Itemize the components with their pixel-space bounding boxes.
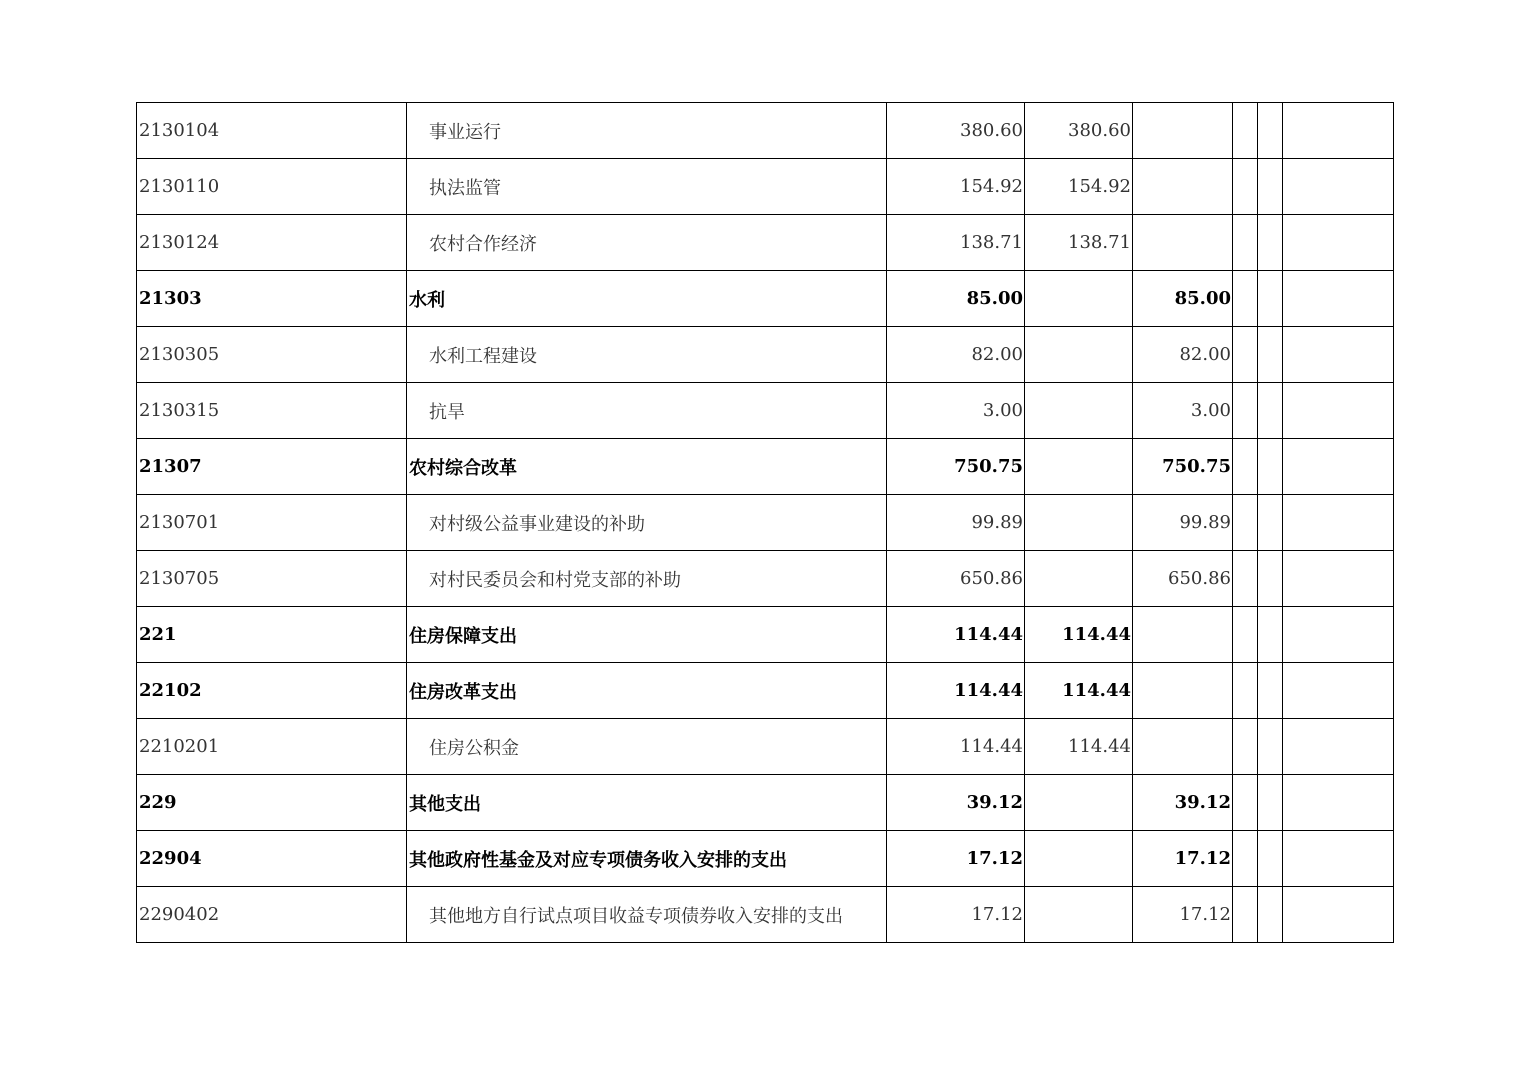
blank-cell	[1283, 831, 1394, 887]
blank-cell	[1283, 327, 1394, 383]
total-cell: 380.60	[887, 103, 1025, 159]
blank-cell	[1283, 159, 1394, 215]
subject-name-text: 其他支出	[409, 793, 481, 815]
blank-cell	[1258, 383, 1283, 439]
subject-name-text: 对村民委员会和村党支部的补助	[429, 569, 681, 591]
blank-cell	[1258, 271, 1283, 327]
blank-cell	[1233, 607, 1258, 663]
subject-name-text: 水利工程建设	[429, 345, 537, 367]
total-cell: 99.89	[887, 495, 1025, 551]
subject-name-text: 事业运行	[429, 121, 501, 143]
blank-cell	[1258, 103, 1283, 159]
subject-name-text: 水利	[409, 289, 445, 311]
basic-expenditure-cell	[1025, 887, 1133, 943]
blank-cell	[1233, 887, 1258, 943]
subject-name-cell	[407, 607, 887, 663]
project-expenditure-cell: 17.12	[1133, 831, 1233, 887]
subject-code-cell: 22102	[137, 663, 407, 719]
project-expenditure-cell: 17.12	[1133, 887, 1233, 943]
blank-cell	[1258, 159, 1283, 215]
basic-expenditure-cell	[1025, 775, 1133, 831]
table-row	[137, 775, 1394, 831]
table-row	[137, 719, 1394, 775]
blank-cell	[1258, 887, 1283, 943]
basic-expenditure-cell	[1025, 831, 1133, 887]
subject-name-cell	[407, 719, 887, 775]
subject-code-cell: 2130110	[137, 159, 407, 215]
subject-name-cell	[407, 551, 887, 607]
basic-expenditure-cell	[1025, 439, 1133, 495]
subject-name-cell	[407, 663, 887, 719]
subject-name-cell	[407, 887, 887, 943]
table-row	[137, 663, 1394, 719]
project-expenditure-cell: 39.12	[1133, 775, 1233, 831]
basic-expenditure-cell: 154.92	[1025, 159, 1133, 215]
total-cell: 154.92	[887, 159, 1025, 215]
basic-expenditure-cell: 114.44	[1025, 607, 1133, 663]
table-row	[137, 383, 1394, 439]
table-row	[137, 215, 1394, 271]
subject-code-cell: 21303	[137, 271, 407, 327]
project-expenditure-cell: 82.00	[1133, 327, 1233, 383]
table-body	[137, 103, 1394, 943]
subject-code-cell: 2130305	[137, 327, 407, 383]
table-row	[137, 831, 1394, 887]
subject-code-cell: 2130315	[137, 383, 407, 439]
subject-code-cell: 22904	[137, 831, 407, 887]
blank-cell	[1283, 271, 1394, 327]
blank-cell	[1283, 775, 1394, 831]
subject-name-cell	[407, 215, 887, 271]
blank-cell	[1233, 775, 1258, 831]
subject-name-text: 农村合作经济	[429, 233, 537, 255]
subject-name-text: 农村综合改革	[409, 457, 517, 479]
blank-cell	[1233, 327, 1258, 383]
blank-cell	[1233, 439, 1258, 495]
subject-name-text: 住房改革支出	[409, 681, 517, 703]
subject-name-cell	[407, 775, 887, 831]
subject-name-cell	[407, 271, 887, 327]
table-row	[137, 159, 1394, 215]
basic-expenditure-cell: 138.71	[1025, 215, 1133, 271]
subject-name-text: 对村级公益事业建设的补助	[429, 513, 645, 535]
subject-code-cell: 2290402	[137, 887, 407, 943]
table-row	[137, 439, 1394, 495]
project-expenditure-cell	[1133, 103, 1233, 159]
blank-cell	[1283, 215, 1394, 271]
blank-cell	[1258, 439, 1283, 495]
blank-cell	[1233, 719, 1258, 775]
subject-name-text: 执法监管	[429, 177, 501, 199]
subject-name-cell	[407, 159, 887, 215]
project-expenditure-cell: 99.89	[1133, 495, 1233, 551]
table-row	[137, 495, 1394, 551]
subject-code-cell: 2210201	[137, 719, 407, 775]
project-expenditure-cell	[1133, 215, 1233, 271]
basic-expenditure-cell	[1025, 271, 1133, 327]
table-row	[137, 607, 1394, 663]
blank-cell	[1283, 103, 1394, 159]
subject-name-cell	[407, 831, 887, 887]
blank-cell	[1233, 663, 1258, 719]
blank-cell	[1258, 663, 1283, 719]
blank-cell	[1283, 551, 1394, 607]
blank-cell	[1233, 831, 1258, 887]
blank-cell	[1283, 495, 1394, 551]
blank-cell	[1258, 495, 1283, 551]
basic-expenditure-cell: 380.60	[1025, 103, 1133, 159]
project-expenditure-cell: 750.75	[1133, 439, 1233, 495]
subject-code-cell: 229	[137, 775, 407, 831]
subject-name-cell	[407, 103, 887, 159]
basic-expenditure-cell	[1025, 327, 1133, 383]
subject-name-text: 抗旱	[429, 401, 465, 423]
subject-name-text: 住房保障支出	[409, 625, 517, 647]
table-row	[137, 271, 1394, 327]
subject-code-cell: 2130701	[137, 495, 407, 551]
subject-code-cell: 2130104	[137, 103, 407, 159]
subject-code-cell: 2130705	[137, 551, 407, 607]
blank-cell	[1233, 215, 1258, 271]
total-cell: 114.44	[887, 663, 1025, 719]
total-cell: 82.00	[887, 327, 1025, 383]
project-expenditure-cell	[1133, 607, 1233, 663]
subject-name-cell	[407, 439, 887, 495]
total-cell: 17.12	[887, 887, 1025, 943]
blank-cell	[1283, 719, 1394, 775]
total-cell: 114.44	[887, 607, 1025, 663]
budget-table	[136, 102, 1394, 943]
basic-expenditure-cell: 114.44	[1025, 719, 1133, 775]
subject-name-text: 其他政府性基金及对应专项债务收入安排的支出	[409, 849, 787, 871]
total-cell: 650.86	[887, 551, 1025, 607]
total-cell: 85.00	[887, 271, 1025, 327]
basic-expenditure-cell	[1025, 551, 1133, 607]
project-expenditure-cell	[1133, 719, 1233, 775]
table-row	[137, 327, 1394, 383]
project-expenditure-cell	[1133, 663, 1233, 719]
blank-cell	[1258, 327, 1283, 383]
project-expenditure-cell: 85.00	[1133, 271, 1233, 327]
blank-cell	[1283, 383, 1394, 439]
total-cell: 17.12	[887, 831, 1025, 887]
subject-name-cell	[407, 327, 887, 383]
project-expenditure-cell: 650.86	[1133, 551, 1233, 607]
blank-cell	[1233, 271, 1258, 327]
blank-cell	[1258, 719, 1283, 775]
subject-code-cell: 221	[137, 607, 407, 663]
blank-cell	[1258, 215, 1283, 271]
blank-cell	[1258, 607, 1283, 663]
total-cell: 39.12	[887, 775, 1025, 831]
basic-expenditure-cell: 114.44	[1025, 663, 1133, 719]
total-cell: 114.44	[887, 719, 1025, 775]
blank-cell	[1283, 607, 1394, 663]
blank-cell	[1283, 439, 1394, 495]
table-row	[137, 103, 1394, 159]
subject-code-cell: 21307	[137, 439, 407, 495]
blank-cell	[1283, 887, 1394, 943]
blank-cell	[1233, 383, 1258, 439]
total-cell: 3.00	[887, 383, 1025, 439]
subject-name-cell	[407, 383, 887, 439]
blank-cell	[1258, 551, 1283, 607]
table-row	[137, 551, 1394, 607]
total-cell: 750.75	[887, 439, 1025, 495]
blank-cell	[1233, 103, 1258, 159]
blank-cell	[1258, 775, 1283, 831]
blank-cell	[1258, 831, 1283, 887]
total-cell: 138.71	[887, 215, 1025, 271]
basic-expenditure-cell	[1025, 495, 1133, 551]
blank-cell	[1233, 551, 1258, 607]
subject-name-cell	[407, 495, 887, 551]
subject-code-cell: 2130124	[137, 215, 407, 271]
basic-expenditure-cell	[1025, 383, 1133, 439]
blank-cell	[1283, 663, 1394, 719]
project-expenditure-cell	[1133, 159, 1233, 215]
blank-cell	[1233, 495, 1258, 551]
subject-name-text: 其他地方自行试点项目收益专项债券收入安排的支出	[429, 905, 843, 927]
blank-cell	[1233, 159, 1258, 215]
subject-name-text: 住房公积金	[429, 737, 519, 759]
table-row	[137, 887, 1394, 943]
project-expenditure-cell: 3.00	[1133, 383, 1233, 439]
